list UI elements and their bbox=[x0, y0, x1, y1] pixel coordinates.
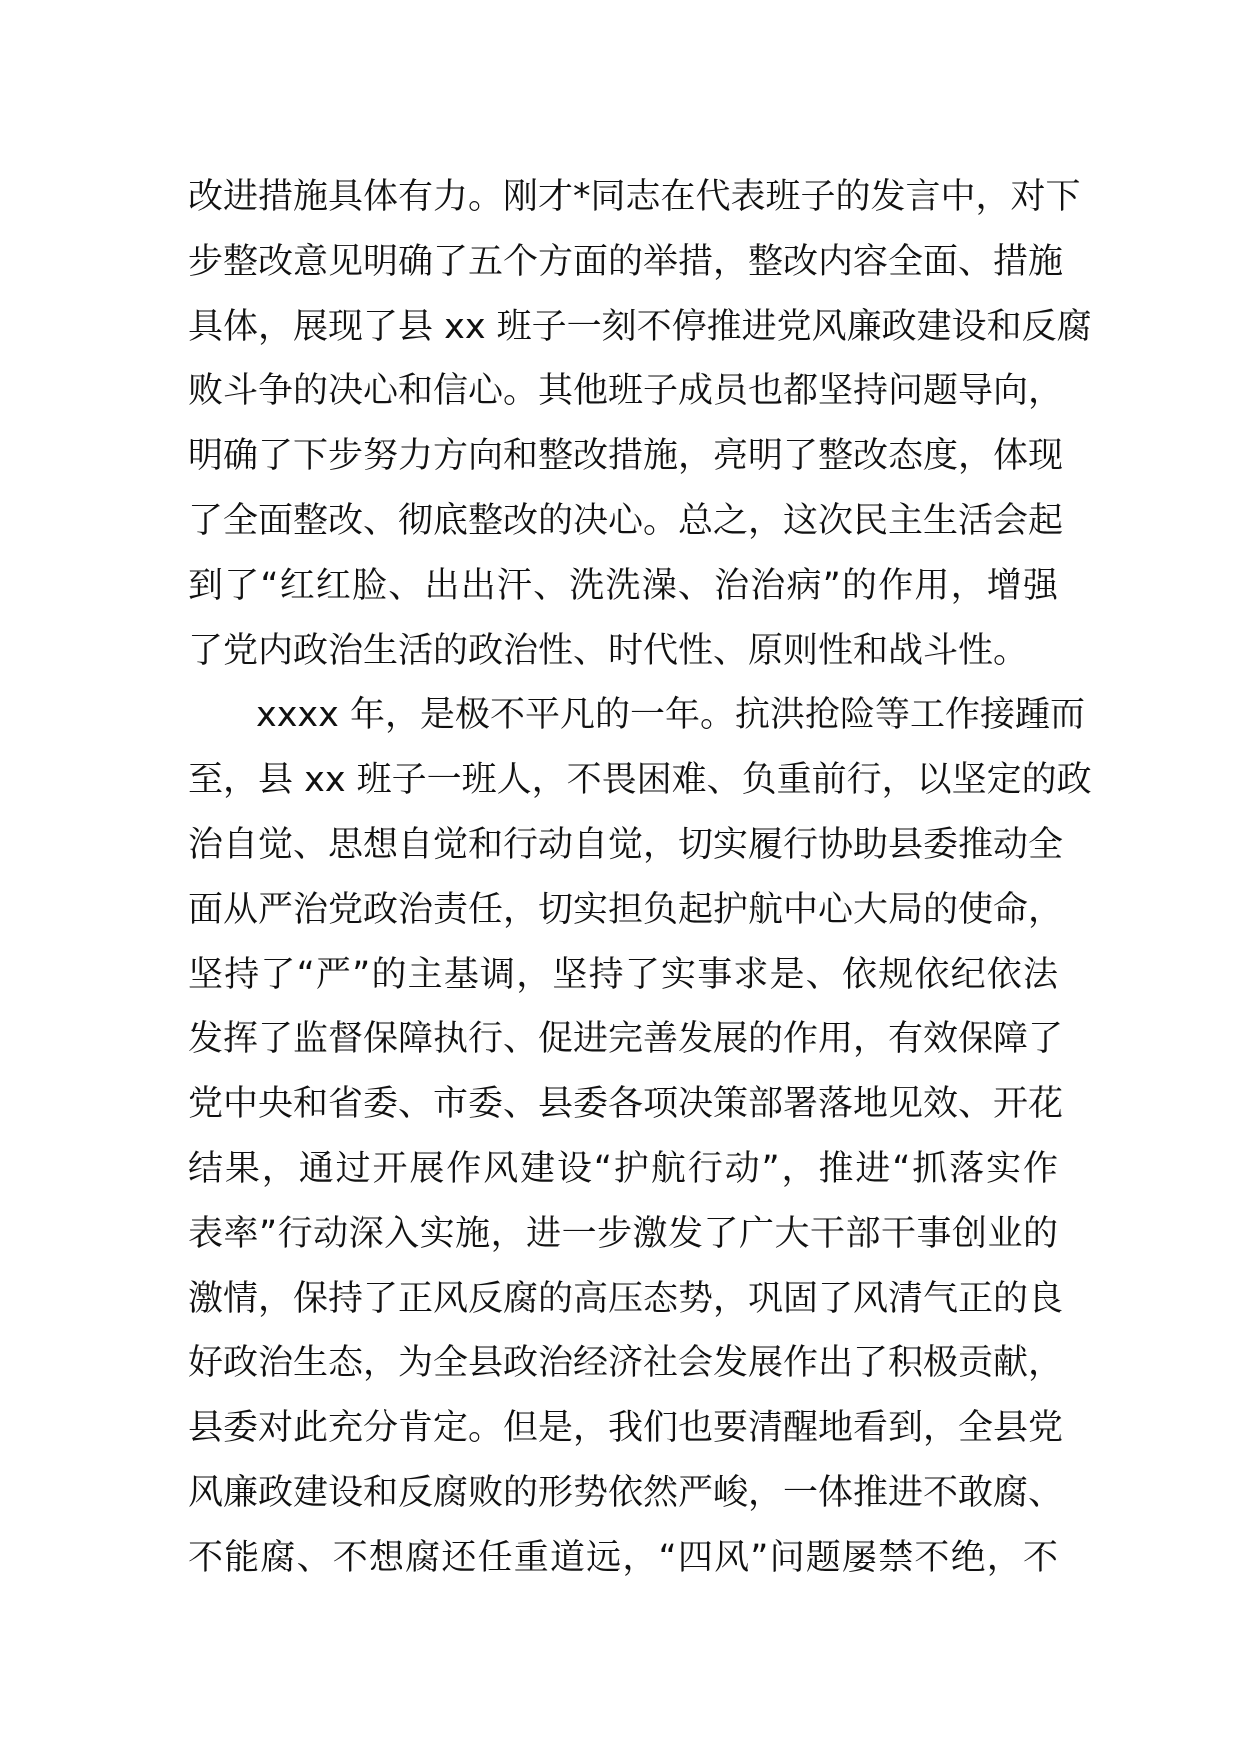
text-line: 好政治生态，为全县政治经济社会发展作出了积极贡献， bbox=[188, 1343, 1064, 1384]
text-line: 党中央和省委、市委、县委各项决策部署落地见效、开花 bbox=[188, 1084, 1064, 1125]
text-line: 治自觉、思想自觉和行动自觉，切实履行协助县委推动全 bbox=[188, 824, 1064, 865]
text-line: 至，县 xx 班子一班人，不畏困难、负重前行，以坚定的政 bbox=[188, 760, 1092, 801]
text-line: 具体，展现了县 xx 班子一刻不停推进党风廉政建设和反腐 bbox=[188, 306, 1092, 347]
text-line: 败斗争的决心和信心。其他班子成员也都坚持问题导向， bbox=[188, 371, 1064, 412]
text-line: 步整改意见明确了五个方面的举措，整改内容全面、措施 bbox=[188, 241, 1064, 282]
text-line: 面从严治党政治责任，切实担负起护航中心大局的使命， bbox=[188, 889, 1064, 930]
text-line: 到了“红红脸、出出汗、洗洗澡、治治病”的作用，增强 bbox=[188, 565, 1058, 606]
text-line: 风廉政建设和反腐败的形势依然严峻，一体推进不敢腐、 bbox=[188, 1472, 1064, 1513]
text-line: 了全面整改、彻底整改的决心。总之，这次民主生活会起 bbox=[188, 500, 1064, 541]
text-line: 坚持了“严”的主基调，坚持了实事求是、依规依纪依法 bbox=[188, 954, 1058, 995]
text-line: xxxx 年，是极不平凡的一年。抗洪抢险等工作接踵而 bbox=[256, 695, 1085, 736]
text-line: 了党内政治生活的政治性、时代性、原则性和战斗性。 bbox=[188, 630, 1029, 671]
text-line: 改进措施具体有力。刚才*同志在代表班子的发言中，对下 bbox=[188, 177, 1081, 217]
text-line: 不能腐、不想腐还任重道远，“四风”问题屡禁不绝，不 bbox=[188, 1537, 1058, 1578]
text-line: 结果，通过开展作风建设“护航行动”，推进“抓落实作 bbox=[188, 1148, 1058, 1189]
text-line: 表率”行动深入实施，进一步激发了广大干部干事创业的 bbox=[188, 1213, 1058, 1254]
text-line: 发挥了监督保障执行、促进完善发展的作用，有效保障了 bbox=[188, 1019, 1064, 1060]
body-text bbox=[188, 165, 1092, 1591]
text-line: 激情，保持了正风反腐的高压态势，巩固了风清气正的良 bbox=[188, 1278, 1064, 1319]
text-line: 明确了下步努力方向和整改措施，亮明了整改态度，体现 bbox=[188, 436, 1064, 477]
text-line: 县委对此充分肯定。但是，我们也要清醒地看到，全县党 bbox=[188, 1408, 1064, 1449]
